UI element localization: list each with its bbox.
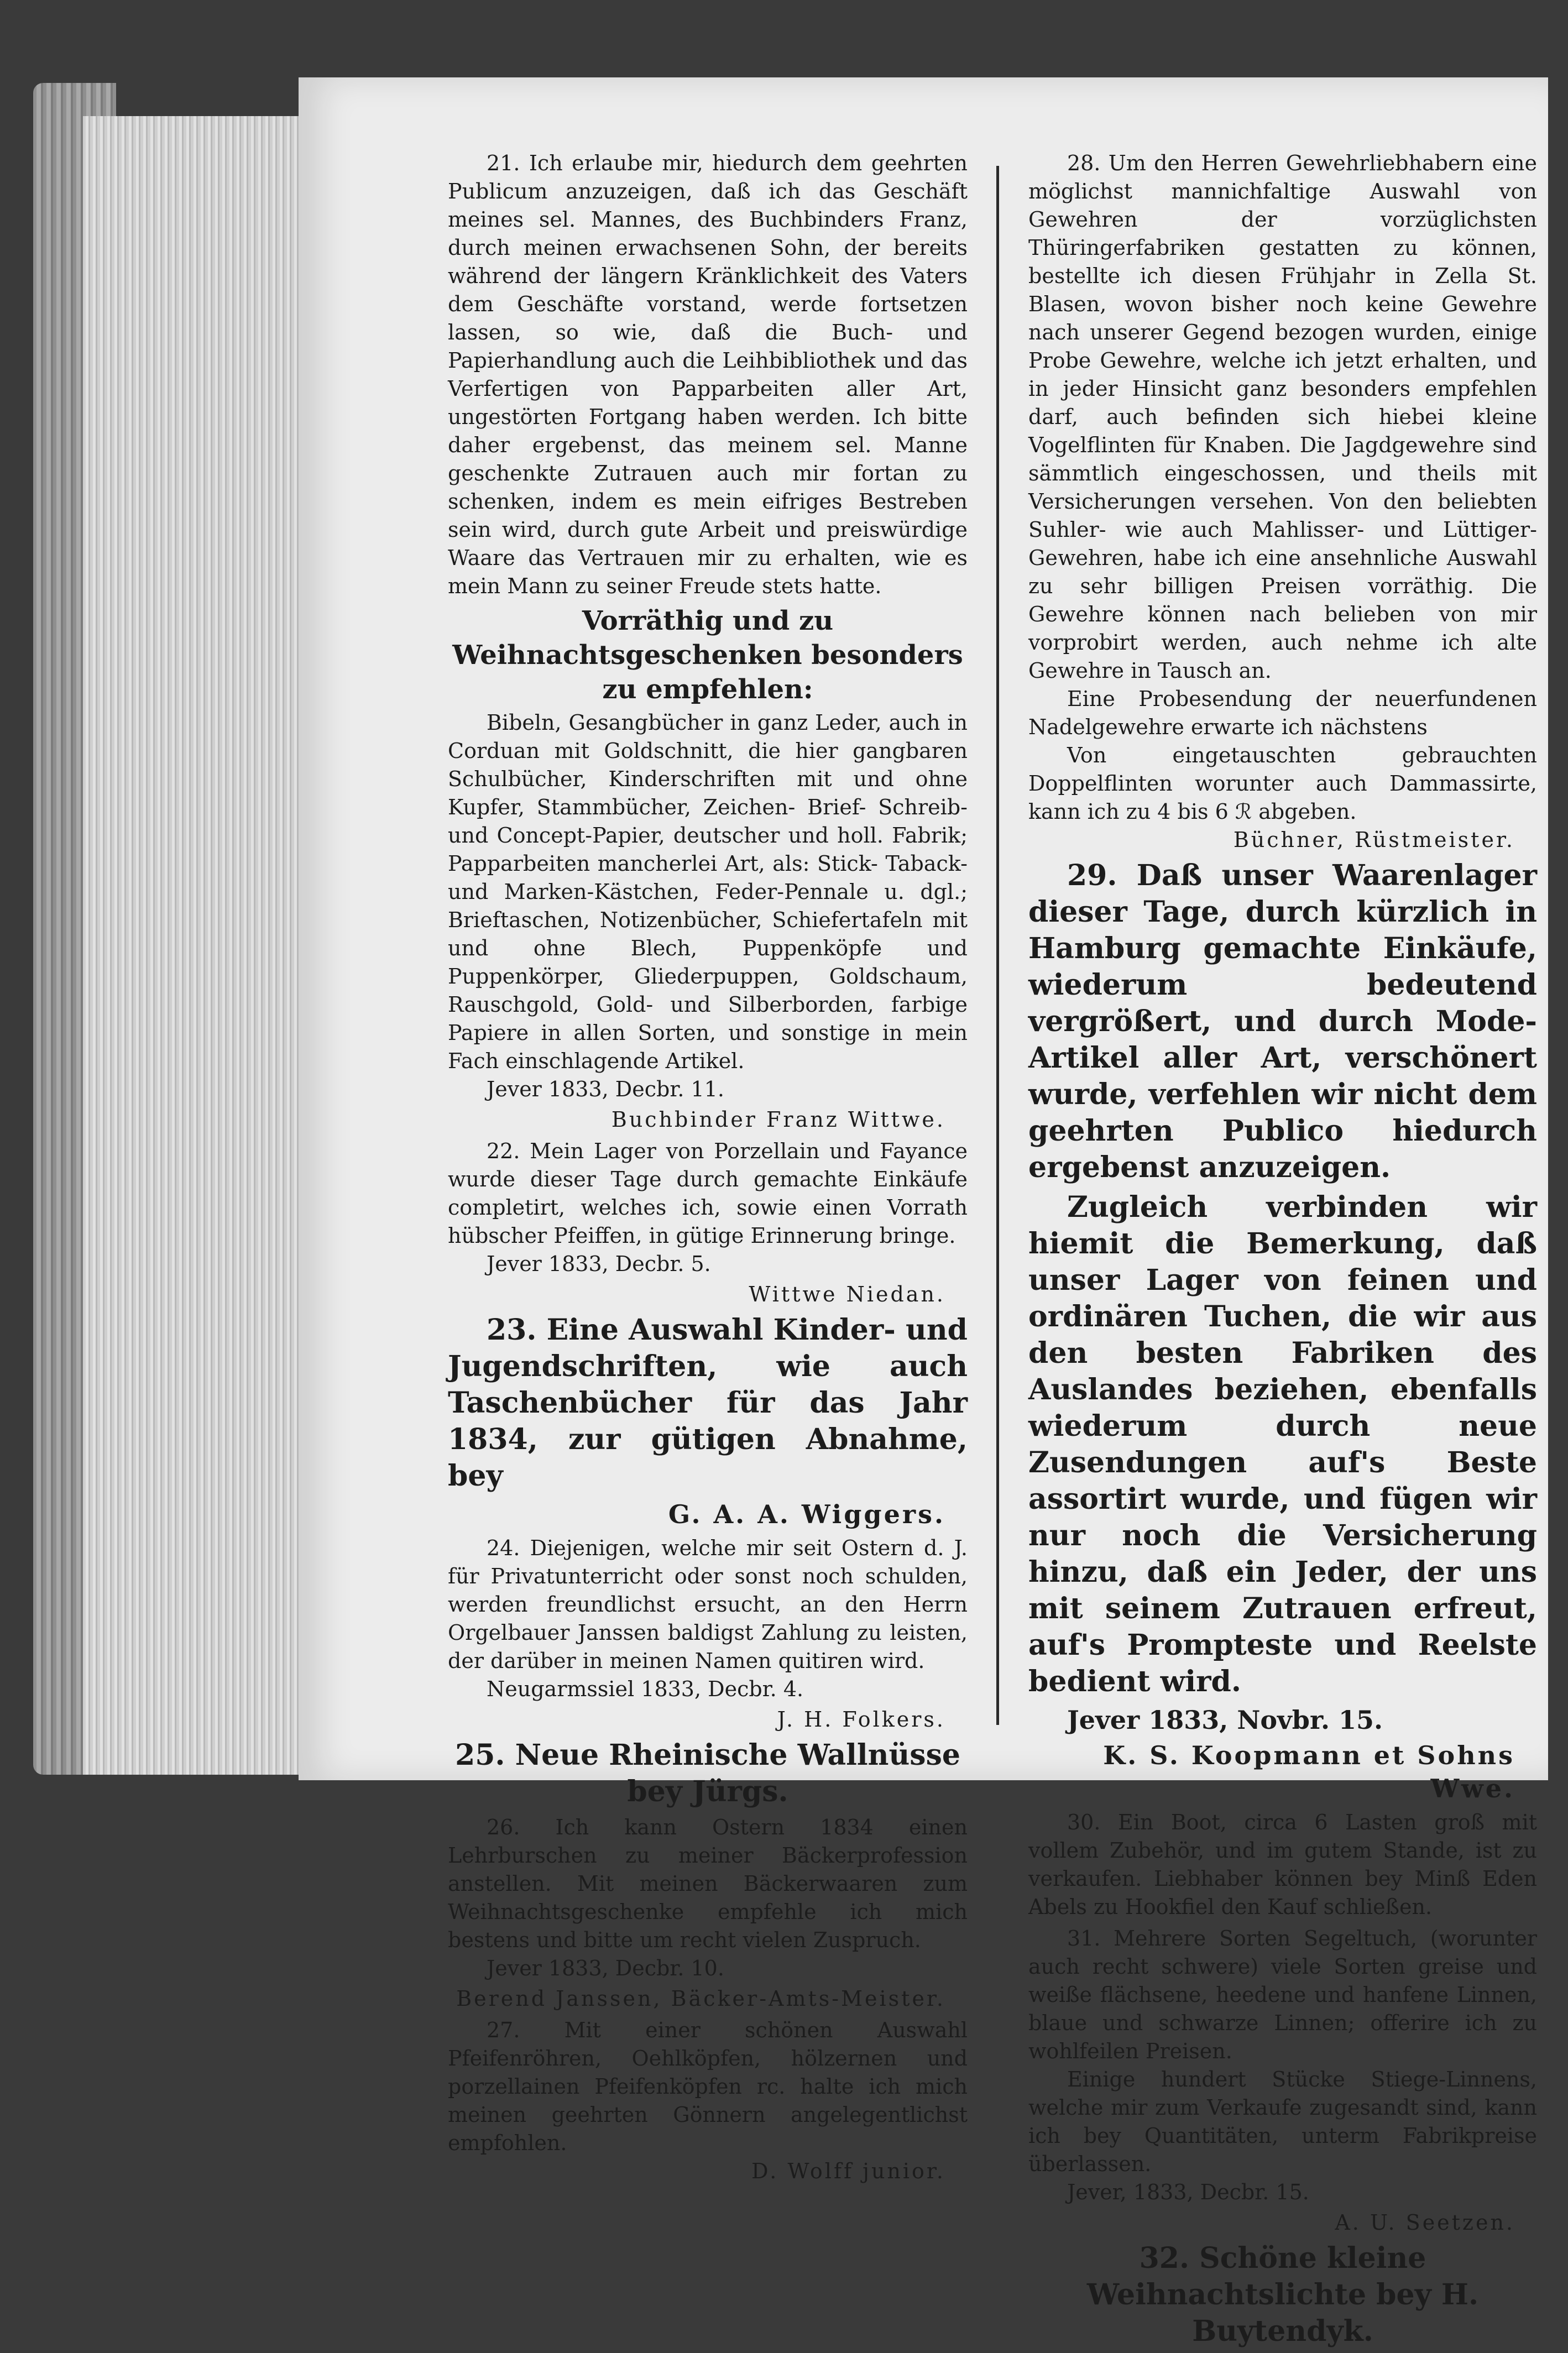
advert-27-text: 27. Mit einer schönen Auswahl Pfeifenröhren, Oehlköpfen, hölzernen und porzellainen Pfeifenköpfen rc. halte ich mich meinen geehrten Gönnern angelegentlichst empfohlen. (448, 2018, 968, 2155)
advert-31-signature: A. U. Seetzen. (1335, 2210, 1515, 2235)
advert-32 (1028, 2240, 1537, 2350)
advert-29 (1028, 857, 1537, 1805)
advert-22-signature: Wittwe Niedan. (749, 1282, 945, 1306)
advert-24-date: Neugarmssiel 1833, Decbr. 4. (487, 1677, 804, 1701)
advert-26-signature: Berend Janssen, Bäcker-Amts-Meister. (456, 1986, 945, 2011)
advert-23-signature: G. A. A. Wiggers. (668, 1499, 945, 1529)
advert-21-heading: Vorräthig und zu Weihnachtsgeschenken besonders zu empfehlen: (452, 605, 963, 705)
advert-29-signature: K. S. Koopmann et Sohns Wwe. (1103, 1740, 1515, 1803)
advert-26-date: Jever 1833, Decbr. 10. (487, 1956, 724, 1980)
advert-31-text-2: Einige hundert Stücke Stiege-Linnens, welche mir zum Verkaufe zugesandt sind, kann ich bey Quantitäten, unterm Fabrikpreise überlassen. (1028, 2067, 1537, 2176)
left-column (448, 149, 968, 2189)
page-edges (83, 116, 310, 1775)
advert-21-signature: Buchbinder Franz Wittwe. (611, 1107, 945, 1132)
right-column (1028, 149, 1537, 2353)
advert-27-signature: D. Wolff junior. (751, 2159, 945, 2183)
advert-25-text: 25. Neue Rheinische Wallnüsse bey Jürgs. (455, 1738, 960, 1808)
advert-30-text: 30. Ein Boot, circa 6 Lasten groß mit vollem Zubehör, und im gutem Stande, ist zu verkaufen. Liebhaber können bey Minß Eden Abels zu Hookfiel den Kauf schließen. (1028, 1810, 1537, 1919)
advert-22-date: Jever 1833, Decbr. 5. (487, 1252, 711, 1276)
column-divider (996, 166, 999, 1725)
advert-21 (448, 149, 968, 1134)
advert-23-text: 23. Eine Auswahl Kinder- und Jugendschriften, wie auch Taschenbücher für das Jahr 1834, zur gütigen Abnahme, bey (448, 1313, 968, 1493)
advert-22-text: 22. Mein Lager von Porzellain und Fayance wurde dieser Tage durch gemachte Einkäufe completirt, welches ich, sowie einen Vorrath hübscher Pfeiffen, in gütige Erinnerung bringe. (448, 1139, 968, 1248)
advert-29-text-2: Zugleich verbinden wir hiemit die Bemerkung, daß unser Lager von feinen und ordinären Tuchen, die wir aus den besten Fabriken des Auslandes beziehen, ebenfalls wiederum durch neue Zusendungen auf's Beste assortirt wurde, und fügen wir nur noch die Versicherung hinzu, daß ein Jeder, der uns mit seinem Zutrauen erfreut, auf's Prompteste und Reelste bedient wird. (1028, 1190, 1537, 1698)
advert-24-signature: J. H. Folkers. (777, 1707, 945, 1732)
advert-21-text: 21. Ich erlaube mir, hiedurch dem geehrten Publicum anzuzeigen, daß ich das Geschäft meines sel. Mannes, des Buchbinders Franz, durch meinen erwachsenen Sohn, der bereits während der längern Kränklichkeit des Vaters dem Geschäfte vorstand, werde fortsetzen lassen, so wie, daß die Buch- und Papierhandlung auch die Leihbibliothek und das Verfertigen von Papparbeiten aller Art, ungestörten Fortgang haben werden. Ich bitte daher ergebenst, das meinem sel. Manne geschenkte Zutrauen auch mir fortan zu schenken, indem es mein eifriges Bestreben sein wird, durch gute Arbeit und preiswürdige Waare das Vertrauen mir zu erhalten, wie es mein Mann zu seiner Freude stets hatte. (448, 151, 968, 598)
advert-27 (448, 2016, 968, 2185)
advert-30 (1028, 1808, 1537, 1921)
advert-26 (448, 1813, 968, 2013)
advert-31 (1028, 1925, 1537, 2237)
advert-31-text: 31. Mehrere Sorten Segeltuch, (worunter auch recht schwere) viele Sorten greise und weiße flächsene, heedene und hanfene Linnen, blaue und schwarze Linnen; offerire ich zu wohlfeilen Preisen. (1028, 1926, 1537, 2063)
advert-28-text: 28. Um den Herren Gewehrliebhabern eine möglichst mannichfaltige Auswahl von Gewehren der vorzüglichsten Thüringerfabriken gestatten zu können, bestellte ich diesen Frühjahr in Zella St. Blasen, wovon bisher noch keine Gewehre nach unserer Gegend bezogen wurden, einige Probe Gewehre, welche ich jetzt erhalten, und in jeder Hinsicht ganz besonders empfehlen darf, auch befinden sich hiebei kleine Vogelflinten für Knaben. Die Jagdgewehre sind sämmtlich eingeschossen, und theils mit Versicherungen versehen. Von den beliebten Suhler- wie auch Mahlisser- und Lüttiger-Gewehren, habe ich eine ansehnliche Auswahl zu sehr billigen Preisen vorräthig. Die Gewehre können nach belieben von mir vorprobirt werden, auch nehme ich alte Gewehre in Tausch an. (1028, 151, 1537, 683)
advert-22 (448, 1137, 968, 1309)
advert-28-signature: Büchner, Rüstmeister. (1233, 828, 1515, 852)
advert-32-text: 32. Schöne kleine Weihnachtslichte bey H. Buytendyk. (1086, 2241, 1479, 2348)
advert-21-date: Jever 1833, Decbr. 11. (487, 1077, 724, 1101)
advert-28 (1028, 149, 1537, 854)
advert-26-text: 26. Ich kann Ostern 1834 einen Lehrburschen zu meiner Bäckerprofession anstellen. Mit meinen Bäckerwaaren zum Weihnachtsgeschenke empfehle ich mich bestens und bitte um recht vielen Zuspruch. (448, 1815, 968, 1952)
advert-29-date: Jever 1833, Novbr. 15. (1067, 1705, 1383, 1735)
advert-25 (448, 1737, 968, 1810)
advert-28-text-3: Von eingetauschten gebrauchten Doppelflinten worunter auch Dammassirte, kann ich zu 4 bis 6 ℛ abgeben. (1028, 743, 1537, 824)
advert-28-text-2: Eine Probesendung der neuerfundenen Nadelgewehre erwarte ich nächstens (1028, 687, 1537, 739)
advert-21-list: Bibeln, Gesangbücher in ganz Leder, auch in Corduan mit Goldschnitt, die hier gangbaren Schulbücher, Kinderschriften mit und ohne Kupfer, Stammbücher, Zeichen- Brief- Schreib- und Concept-Papier, deutscher und holl. Fabrik; Papparbeiten mancherlei Art, als: Stick- Taback- und Marken-Kästchen, Feder-Pennale u. dgl.; Brieftaschen, Notizenbücher, Schiefertafeln mit und ohne Blech, Puppenköpfe und Puppenkörper, Gliederpuppen, Goldschaum, Rauschgold, Gold- und Silberborden, farbige Papiere in allen Sorten, und sonstige in mein Fach einschlagende Artikel. (448, 710, 968, 1073)
newspaper-page (299, 77, 1548, 2348)
advert-24 (448, 1534, 968, 1734)
advert-31-date: Jever, 1833, Decbr. 15. (1067, 2180, 1309, 2204)
advert-29-text: 29. Daß unser Waarenlager dieser Tage, durch kürzlich in Hamburg gemachte Einkäufe, wiederum bedeutend vergrößert, und durch Mode-Artikel aller Art, verschönert wurde, verfehlen wir nicht dem geehrten Publico hiedurch ergebenst anzuzeigen. (1028, 859, 1537, 1184)
advert-23 (448, 1312, 968, 1531)
advert-24-text: 24. Diejenigen, welche mir seit Ostern d. J. für Privatunterricht oder sonst noch schulden, werden freundlichst ersucht, an den Herrn Orgelbauer Janssen baldigst Zahlung zu leisten, der darüber in meinen Namen quitiren wird. (448, 1536, 968, 1673)
